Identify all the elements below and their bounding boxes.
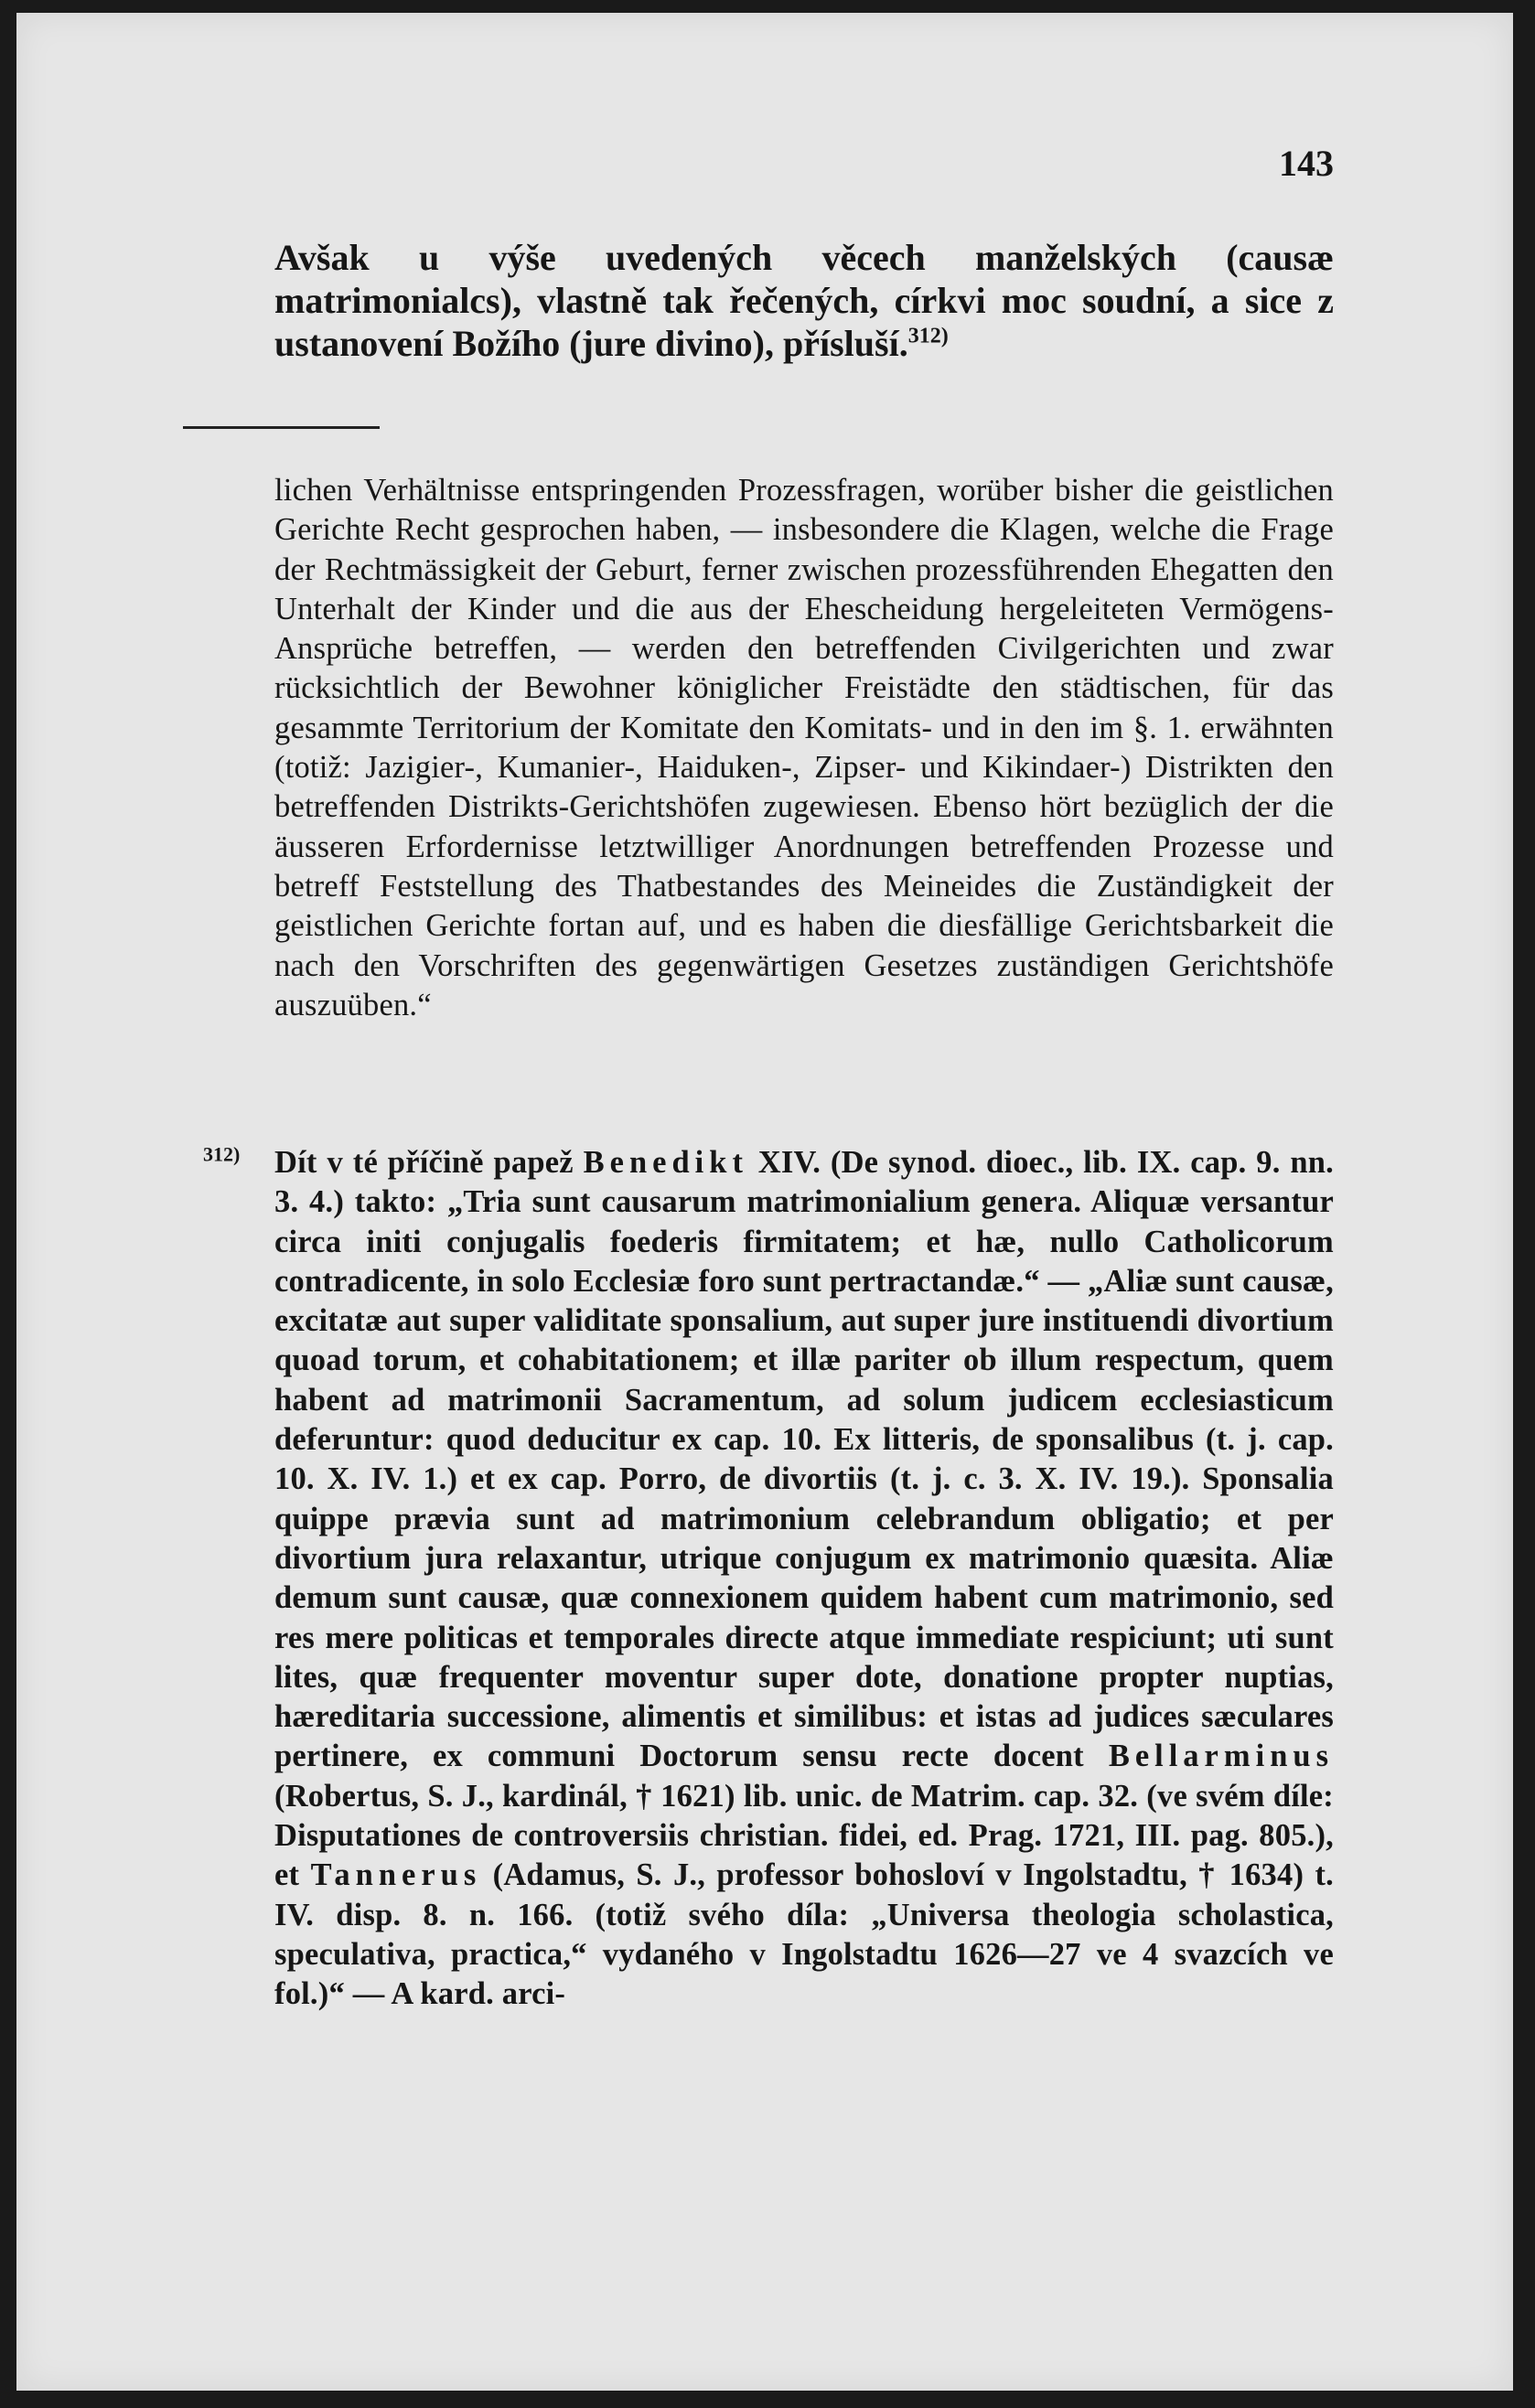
footnote-text: (Robertus, S. J., kardinál, † 1621) lib. unic. de Matrim. cap. 32. (ve svém díle: Disputationes de controversiis christian. fidei, ed. Prag. 1721, III. pag. 805.), et (274, 1778, 1334, 1893)
author-name-benedikt: Benedikt (583, 1145, 748, 1180)
footnote-312 (274, 1143, 1334, 2015)
footnote-text: Dít v té příčině papež (274, 1145, 584, 1180)
page-number: 143 (1279, 143, 1334, 184)
author-name-bellarminus: Bellarminus (1108, 1739, 1334, 1774)
footnote-marker: 312) (203, 1142, 241, 1166)
footnote-reference: 312) (907, 324, 949, 348)
author-name-tannerus: Tannerus (310, 1857, 482, 1893)
footnote-text: (Adamus, S. J., professor bohosloví v Ingolstadtu, † 1634) t. IV. disp. 8. n. 166. (totiž svého díla: „Universa theologia scholastica, speculativa, practica,“ vydaného v Ingolstadtu 1626—27 ve 4 svazcích ve fol.)“ — A kard. arci- (274, 1857, 1334, 2012)
main-paragraph (274, 236, 1334, 365)
footnote-text: XIV. (De synod. dioec., lib. IX. cap. 9. nn. 3. 4.) takto: „Tria sunt causarum matrimonialium genera. Aliquæ versantur circa initi conjugalis foederis firmitatem; et hæ, nullo Catholicorum contradicente, in solo Ecclesiæ foro sunt pertractandæ.“ — „Aliæ sunt causæ, excitatæ aut super validitate sponsalium, aut super jure instituendi divortium quoad torum, et cohabitationem; et illæ pariter ob illum respectum, quem habent ad matrimonii Sacramentum, ad solum judicem ecclesiasticum deferuntur: quod deducitur ex cap. 10. Ex litteris, de sponsalibus (t. j. cap. 10. X. IV. 1.) et ex cap. Porro, de divortiis (t. j. c. 3. X. IV. 19.). Sponsalia quippe prævia sunt ad matrimonium celebrandum obligatio; et per divortium jura relaxantur, utrique conjugum ex matrimonio quæsita. Aliæ demum sunt causæ, quæ connexionem quidem habent cum matrimonio, sed res mere politicas et temporales directe atque immediate respiciunt; uti sunt lites, quæ frequenter moventur super dote, donatione propter nuptias, hæreditaria successione, alimentis et similibus: et istas ad judices sæculares pertinere, ex communi Doctorum sensu recte docent (274, 1145, 1335, 1774)
footnote-separator (183, 426, 380, 429)
main-paragraph-text: Avšak u výše uvedených věcech manželských (causæ matrimonialcs), vlastně tak řečených, církvi moc soudní, a sice z ustanovení Božího (jure divino), přísluší. (274, 237, 1334, 364)
footnote-continuation: lichen Verhältnisse entspringenden Prozessfragen, worüber bisher die geistlichen Gerichte Recht gesprochen haben, — insbesondere die Klagen, welche die Frage der Rechtmässigkeit der Geburt, ferner zwischen prozessführenden Ehegatten den Unterhalt der Kinder und die aus der Ehescheidung hergeleiteten Vermögens-Ansprüche betreffen, — werden den betreffenden Civilgerichten und zwar rücksichtlich der Bewohner königlicher Freistädte den städtischen, für das gesammte Territorium der Komitate den Komitats- und in den im §. 1. erwähnten (totiž: Jazigier-, Kumanier-, Haiduken-, Zipser- und Kikindaer-) Distrikten den betreffenden Distrikts-Gerichtshöfen zugewiesen. Ebenso hört bezüglich der die äusseren Erfordernisse letztwilliger Anordnungen betreffenden Prozesse und betreff Feststellung des Thatbestandes des Meineides die Zuständigkeit der geistlichen Gerichte fortan auf, und es haben die diesfällige Gerichtsbarkeit die nach den Vorschriften des gegenwärtigen Gesetzes zuständigen Gerichtshöfe auszuüben.“ (274, 473, 1334, 1022)
